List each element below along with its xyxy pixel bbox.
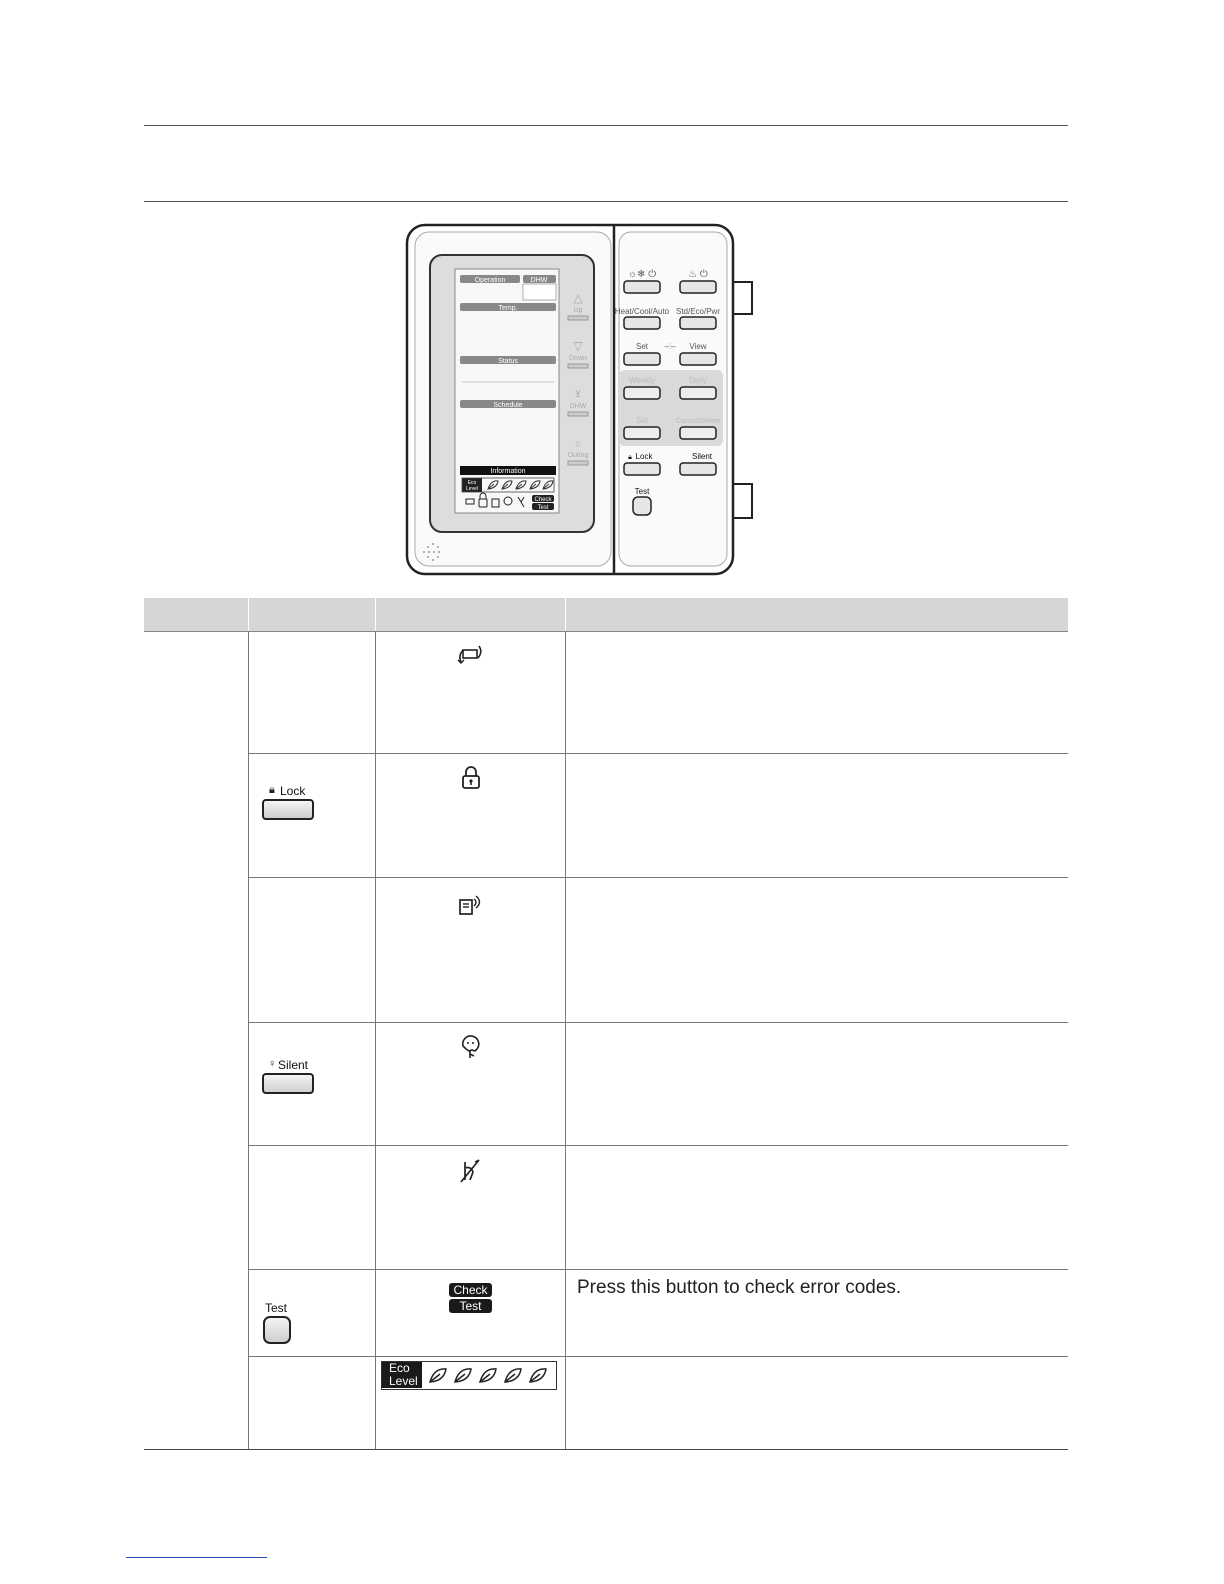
row-divider — [248, 1145, 1068, 1146]
silent-label: Silent — [691, 452, 713, 461]
col-divider-3 — [565, 598, 566, 631]
lock-button-label: Lock — [280, 784, 306, 798]
level-text: Level — [389, 1374, 418, 1388]
row-divider — [248, 1022, 1068, 1023]
lock-small-icon: 🔒︎ — [269, 784, 275, 796]
lock-button-shape — [262, 799, 314, 820]
weekly-label: Weekly — [628, 376, 656, 385]
svg-text:⊻: ⊻ — [574, 389, 582, 399]
screen-information-label: Information — [490, 468, 526, 475]
wired-remote-controller-illustration — [400, 222, 760, 578]
check-test-icon — [449, 1283, 493, 1315]
set-button — [624, 353, 660, 365]
schedule-set-button — [624, 427, 660, 439]
test-button-label: Test — [265, 1301, 288, 1315]
no-defrost-icon — [459, 1158, 483, 1184]
screen-status-label: Status — [498, 358, 518, 365]
view-label: View — [689, 342, 707, 351]
lock-icon — [461, 766, 481, 790]
silent-small-icon: ♀ — [268, 1058, 277, 1070]
std-eco-pwr-label: Std/Eco/Pwr — [675, 307, 721, 316]
test-badge: Test — [449, 1299, 492, 1313]
dhw-button-label: DHW — [569, 403, 587, 410]
header-bottom-rule — [144, 201, 1068, 202]
test-button-shape — [263, 1316, 291, 1344]
daily-label: Daily — [689, 376, 707, 385]
screen-dhw-label: DHW — [530, 277, 548, 284]
test-label: Test — [634, 487, 650, 496]
svg-text:△: △ — [573, 291, 583, 305]
check-badge: Check — [449, 1283, 492, 1297]
cancel-delete-button — [680, 427, 716, 439]
eco-level-badge — [382, 1362, 422, 1388]
weekly-button — [624, 387, 660, 399]
power-button-left — [624, 281, 660, 293]
svg-text:☼❄ ⏻: ☼❄ ⏻ — [627, 269, 657, 280]
down-button-label: Down — [569, 355, 587, 362]
svg-text:▽: ▽ — [573, 339, 583, 353]
eco-leaves — [426, 1365, 554, 1385]
heat-cool-auto-label: Heat/Cool/Auto — [614, 307, 670, 316]
lock-button-illustration — [262, 784, 314, 820]
down-button — [568, 364, 588, 368]
up-button — [568, 316, 588, 320]
outing-button-label: Outing — [567, 452, 589, 459]
lock-button — [624, 463, 660, 475]
row-6-description: Press this button to check error codes. — [577, 1277, 902, 1298]
screen-test-label: Test — [537, 505, 549, 511]
svg-text:🔒︎: 🔒︎ — [628, 454, 632, 461]
test-button — [633, 497, 651, 515]
daily-button — [680, 387, 716, 399]
svg-text:–⫶–: –⫶– — [664, 342, 676, 351]
set-label: Set — [635, 342, 649, 351]
silent-icon — [459, 1034, 483, 1060]
row-divider — [248, 753, 1068, 754]
footer-underline — [126, 1557, 267, 1558]
row-divider — [248, 1356, 1068, 1357]
power-mode-button — [680, 317, 716, 329]
lock-label: Lock — [635, 452, 653, 461]
col-divider-2 — [375, 598, 376, 631]
col-divider-1 — [248, 598, 249, 631]
dhw-button — [568, 412, 588, 416]
test-button-illustration — [262, 1301, 302, 1343]
centralized-control-icon — [457, 642, 485, 668]
eco-level-icon — [381, 1361, 557, 1390]
screen-eco-line2: Level — [466, 486, 478, 492]
silent-button-shape — [262, 1073, 314, 1094]
mode-button — [624, 317, 660, 329]
top-rule — [144, 125, 1068, 126]
svg-text:⌂: ⌂ — [575, 438, 581, 448]
up-button-label: Up — [573, 307, 583, 314]
row-divider — [248, 1269, 1068, 1270]
table-header — [144, 598, 1068, 632]
silent-button-label: Silent — [278, 1058, 309, 1072]
schedule-set-label: Set — [635, 416, 649, 425]
row-divider — [248, 877, 1068, 878]
outing-button — [568, 461, 588, 465]
screen-operation-label: Operation — [474, 277, 506, 284]
power-button-right — [680, 281, 716, 293]
cancel-delete-label: Cancel/Delete — [676, 418, 720, 425]
screen-temp-label: Temp. — [498, 305, 518, 312]
table-bottom-rule — [144, 1449, 1068, 1450]
view-button — [680, 353, 716, 365]
eco-text: Eco — [389, 1361, 410, 1375]
screen-schedule-label: Schedule — [493, 402, 523, 409]
remote-controller-icon — [458, 893, 484, 917]
svg-text:♨ ⏻: ♨ ⏻ — [688, 269, 708, 280]
screen-eco-line1: Eco — [467, 480, 477, 486]
silent-button-illustration — [262, 1058, 318, 1094]
screen-check-label: Check — [534, 497, 552, 503]
silent-button — [680, 463, 716, 475]
